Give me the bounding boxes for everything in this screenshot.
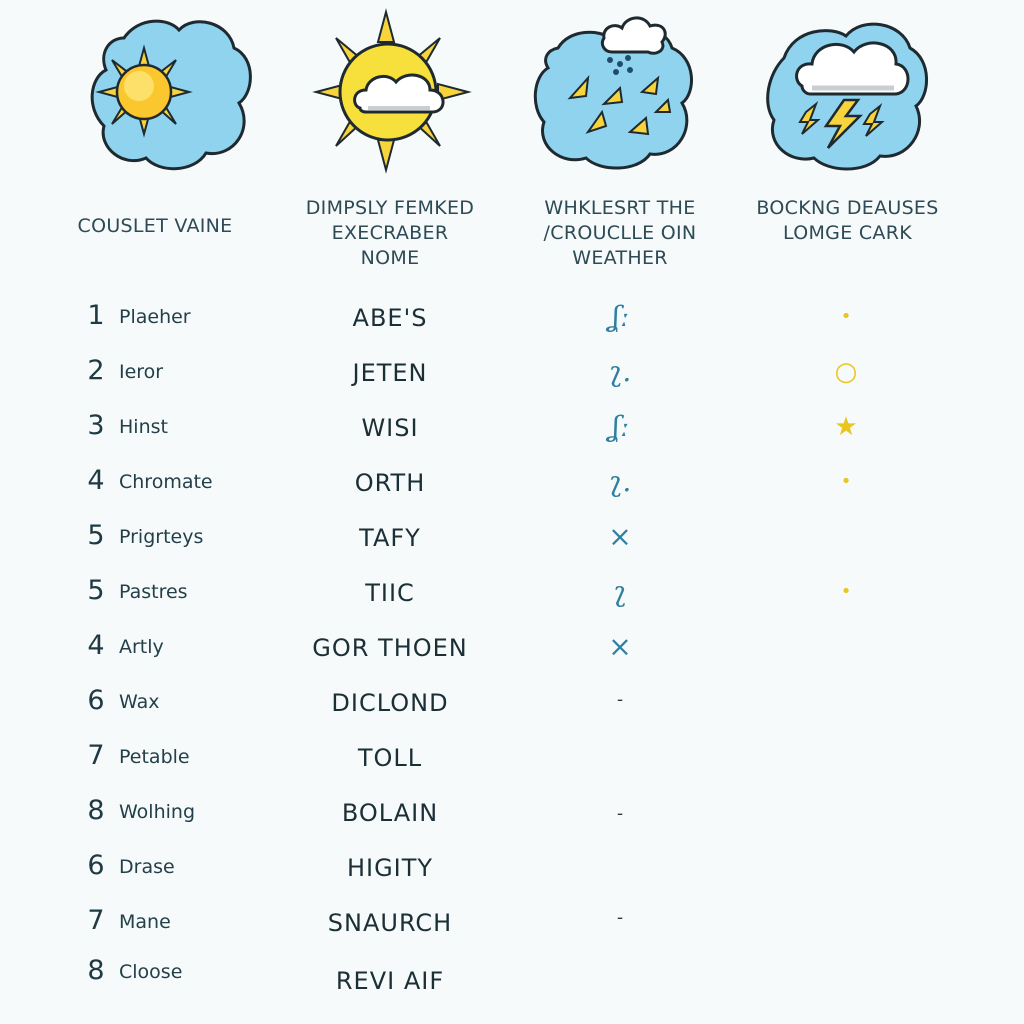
row-symbol: - (616, 803, 624, 824)
row-number: 6 (87, 685, 105, 716)
row-number: 2 (87, 355, 105, 386)
row-name: Plaeher (119, 306, 191, 328)
table-row (0, 630, 1024, 684)
row-number: 5 (87, 520, 105, 551)
header-line: EXECRABER (331, 222, 449, 244)
row-name: Artly (119, 636, 164, 658)
row-code: GOR THOEN (312, 634, 468, 662)
row-symbol: ʅ. (608, 465, 632, 498)
row-mark: • (840, 471, 852, 492)
column-header-4 (740, 196, 955, 246)
table-row (0, 410, 1024, 464)
row-symbol: - (616, 907, 624, 928)
row-number: 4 (87, 630, 105, 661)
row-code: DICLOND (331, 689, 449, 717)
header-line: /CROUCLLE OIN (543, 222, 697, 244)
row-code: BOLAIN (341, 799, 439, 827)
column-header-1 (60, 214, 250, 239)
row-symbol: × (608, 630, 632, 663)
rain-cloud-icon (530, 8, 700, 178)
row-mark: ○ (834, 357, 858, 387)
row-symbol: ʅ. (608, 355, 632, 388)
sun-behind-cloud-icon (308, 8, 478, 178)
row-name: Pastres (119, 581, 188, 603)
row-symbol: ʆː (610, 410, 630, 443)
row-code: JETEN (352, 359, 428, 387)
row-name: Cloose (119, 961, 183, 983)
sun-in-cloud-icon (84, 8, 254, 178)
row-code: ORTH (354, 469, 426, 497)
table-row (0, 795, 1024, 849)
table-row (0, 300, 1024, 354)
row-code: ABE'S (352, 304, 428, 332)
column-header-2 (290, 196, 490, 271)
row-symbol: × (608, 520, 632, 553)
row-number: 4 (87, 465, 105, 496)
row-code: TAFY (359, 524, 421, 552)
row-name: Wolhing (119, 801, 195, 823)
row-number: 7 (87, 740, 105, 771)
header-line: WEATHER (572, 247, 668, 269)
row-symbol: ʆː (610, 300, 630, 333)
row-name: Petable (119, 746, 190, 768)
header-line: WHKLESRT THE (544, 197, 696, 219)
row-number: 3 (87, 410, 105, 441)
header-line: LOMGE CARK (783, 222, 912, 244)
table-row (0, 355, 1024, 409)
table-row (0, 685, 1024, 739)
row-code: TOLL (357, 744, 423, 772)
row-name: Wax (119, 691, 160, 713)
table-row (0, 955, 1024, 1009)
table-row (0, 905, 1024, 959)
row-number: 6 (87, 850, 105, 881)
row-number: 5 (87, 575, 105, 606)
header-line: BOCKNG DEAUSES (756, 197, 939, 219)
table-row (0, 465, 1024, 519)
row-code: WISI (361, 414, 419, 442)
row-name: Hinst (119, 416, 168, 438)
column-header-3 (525, 196, 715, 271)
row-number: 8 (87, 795, 105, 826)
row-number: 7 (87, 905, 105, 936)
row-name: Mane (119, 911, 171, 933)
row-name: Ieror (119, 361, 164, 383)
header-line: NOME (360, 247, 420, 269)
table-row (0, 740, 1024, 794)
row-symbol: ʅ (613, 575, 627, 608)
row-code: TIIC (365, 579, 415, 607)
row-number: 8 (87, 955, 105, 986)
row-number: 1 (87, 300, 105, 331)
table-row (0, 850, 1024, 904)
row-mark: • (840, 581, 852, 602)
thunderstorm-cloud-icon (762, 8, 932, 178)
row-name: Chromate (119, 471, 213, 493)
row-mark: ★ (834, 412, 858, 442)
row-code: REVI AIF (335, 967, 445, 995)
table-row (0, 520, 1024, 574)
row-name: Drase (119, 856, 175, 878)
row-code: SNAURCH (327, 909, 453, 937)
header-line: COUSLET VAINE (77, 215, 233, 237)
header-line: DIMPSLY FEMKED (305, 197, 475, 219)
row-mark: • (840, 306, 852, 327)
row-name: Prigrteys (119, 526, 204, 548)
table-row (0, 575, 1024, 629)
row-symbol: - (616, 689, 624, 710)
row-code: HIGITY (346, 854, 434, 882)
